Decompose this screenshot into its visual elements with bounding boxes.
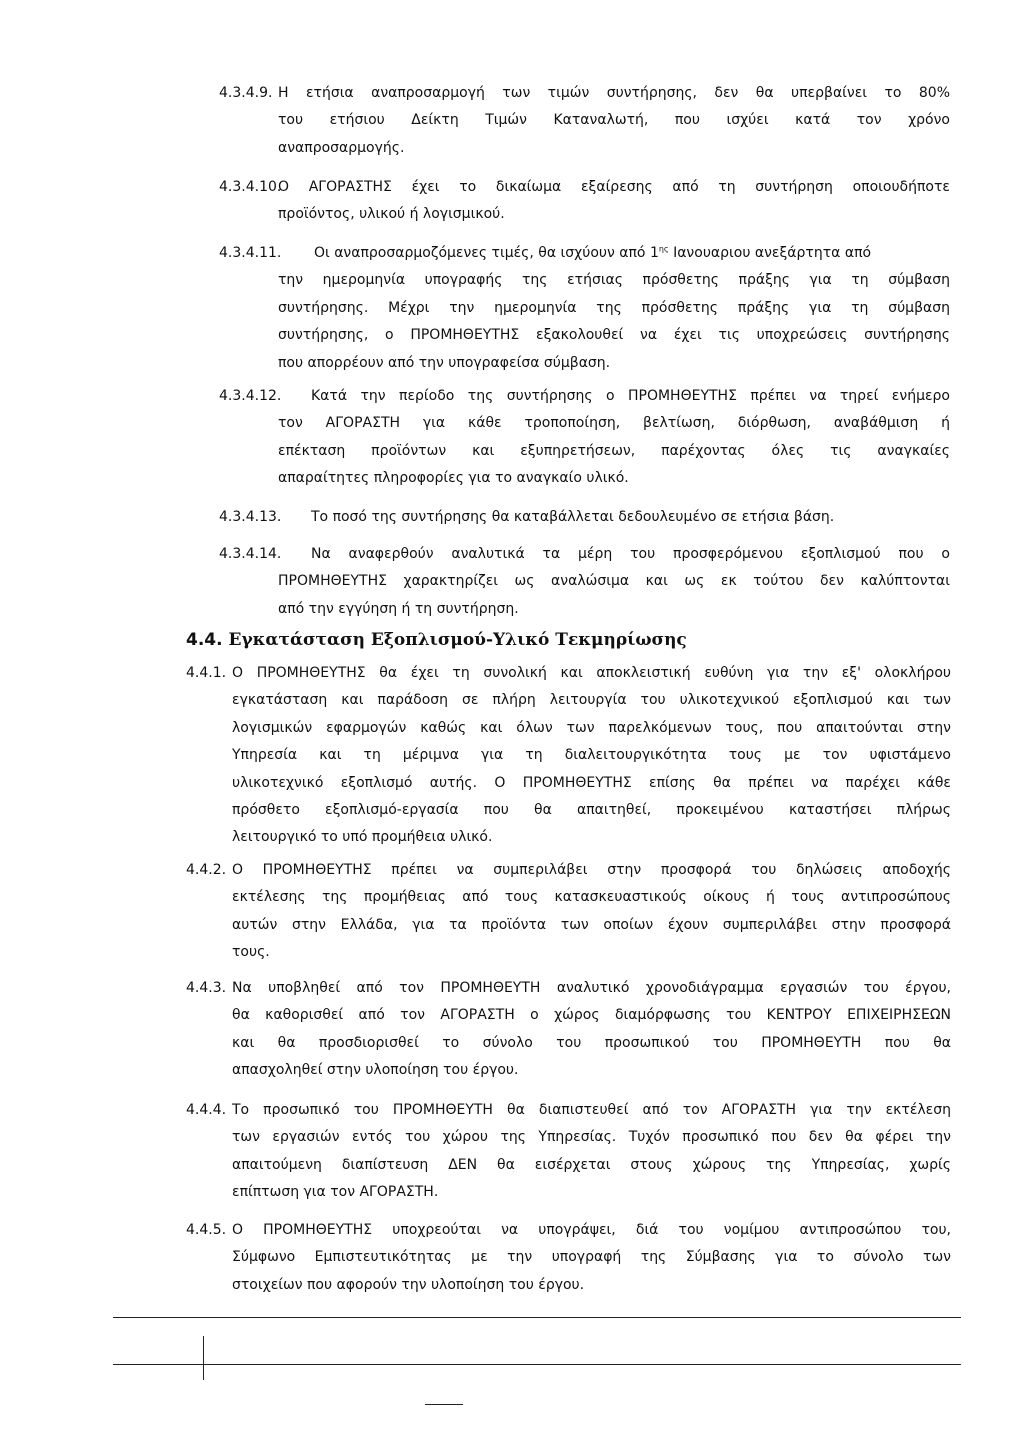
- clause-4-3-4-13: [219, 504, 950, 531]
- clause-line: και θα προσδιορισθεί το σύνολο του προσωπικού του ΠΡΟΜΗΘΕΥΤΗ που θα: [232, 1034, 951, 1051]
- clause-line: θα καθορισθεί από τον ΑΓΟΡΑΣΤΗ ο χώρος διαμόρφωσης του ΚΕΝΤΡΟΥ ΕΠΙΧΕΙΡΗΣΕΩΝ: [232, 1007, 951, 1024]
- clause-line: Να αναφερθούν αναλυτικά τα μέρη του προσφερόμενου εξοπλισμού που ο: [311, 546, 950, 562]
- clause-number: 4.4.3.: [186, 980, 227, 996]
- clause-line: υλικοτεχνικό εξοπλισμό αυτής. Ο ΠΡΟΜΗΘΕΥΤΗΣ επίσης θα πρέπει να παρέχει κάθε: [232, 774, 951, 791]
- clause-line: Ο ΠΡΟΜΗΘΕΥΤΗΣ υποχρεούται να υπογράψει, διά του νομίμου αντιπροσώπου του,: [232, 1222, 951, 1238]
- clause-line: τους.: [232, 944, 270, 961]
- section-title: Εγκατάσταση Εξοπλισμού-Υλικό Τεκμηρίωσης: [228, 630, 687, 650]
- clause-line: Υπηρεσία και τη μέριμνα για τη διαλειτουργικότητα τους με τον υφιστάμενο: [232, 747, 951, 764]
- footer-rule-middle: [113, 1364, 961, 1365]
- clause-number: 4.4.1.: [186, 665, 227, 681]
- footer-rule-top: [113, 1317, 961, 1318]
- clause-number: 4.3.4.11.: [219, 245, 282, 261]
- clause-line: λογισμικών εφαρμογών καθώς και όλων των παρελκόμενων τους, που απαιτούνται στην: [232, 719, 951, 736]
- clause-line: απασχοληθεί στην υλοποίηση του έργου.: [232, 1062, 519, 1079]
- clause-line: απαιτούμενη διαπίστευση ΔΕΝ θα εισέρχεται στους χώρους της Υπηρεσίας, χωρίς: [232, 1156, 951, 1173]
- clause-4-4-2: [186, 857, 951, 967]
- clause-line: [314, 240, 950, 267]
- ordinal-superscript: ης: [658, 244, 669, 254]
- clause-line: Κατά την περίοδο της συντήρησης ο ΠΡΟΜΗΘΕΥΤΗΣ πρέπει να τηρεί ενήμερο: [311, 388, 950, 404]
- clause-number: 4.4.4.: [186, 1102, 227, 1118]
- clause-line: επίπτωση για τον ΑΓΟΡΑΣΤΗ.: [232, 1184, 439, 1201]
- clause-line: Σύμφωνο Εμπιστευτικότητας με την υπογραφή της Σύμβασης για το σύνολο των: [232, 1249, 951, 1266]
- clause-line: ΠΡΟΜΗΘΕΥΤΗΣ χαρακτηρίζει ως αναλώσιμα και ως εκ τούτου δεν καλύπτονται: [278, 573, 950, 590]
- clause-line: Ο ΠΡΟΜΗΘΕΥΤΗΣ θα έχει τη συνολική και αποκλειστική ευθύνη για την εξ' ολοκλήρου: [232, 665, 951, 681]
- clause-4-3-4-11: [219, 240, 950, 377]
- clause-line: Η ετήσια αναπροσαρμογή των τιμών συντήρησης, δεν θα υπερβαίνει το 80%: [278, 85, 950, 101]
- clause-line: που απορρέουν από την υπογραφείσα σύμβαση.: [278, 354, 611, 371]
- clause-line: λειτουργικό το υπό προμήθεια υλικό.: [232, 829, 493, 846]
- footer-tick-mark: [203, 1336, 204, 1380]
- clause-line: απαραίτητες πληροφορίες για το αναγκαίο υλικό.: [278, 470, 629, 487]
- clause-line: από την εγγύηση ή τη συντήρηση.: [278, 600, 519, 617]
- clause-4-4-3: [186, 975, 951, 1085]
- clause-number: 4.3.4.9.: [219, 85, 273, 101]
- clause-number: 4.3.4.12.: [219, 388, 282, 404]
- clause-line-text: Οι αναπροσαρμοζόμενες τιμές, θα ισχύουν από 1: [314, 245, 659, 261]
- clause-line: Ο ΠΡΟΜΗΘΕΥΤΗΣ πρέπει να συμπεριλάβει στην προσφορά του δηλώσεις αποδοχής: [232, 862, 951, 878]
- section-number: 4.4.: [186, 630, 223, 650]
- clause-line: συντήρησης. Μέχρι την ημερομηνία της πρόσθετης πράξης για τη σύμβαση: [278, 299, 950, 316]
- clause-line: εγκατάσταση και παράδοση σε πλήρη λειτουργία του υλικοτεχνικού εξοπλισμού και των: [232, 692, 951, 709]
- clause-4-3-4-10: [219, 174, 950, 229]
- clause-4-3-4-12: [219, 383, 950, 493]
- clause-line: Ο ΑΓΟΡΑΣΤΗΣ έχει το δικαίωμα εξαίρεσης από τη συντήρηση οποιουδήποτε: [278, 179, 950, 195]
- clause-4-4-4: [186, 1097, 951, 1207]
- clause-number: 4.3.4.10.: [219, 179, 282, 195]
- clause-number: 4.3.4.14.: [219, 546, 282, 562]
- clause-line: Να υποβληθεί από τον ΠΡΟΜΗΘΕΥΤΗ αναλυτικό χρονοδιάγραμμα εργασιών του έργου,: [232, 980, 951, 996]
- clause-4-4-5: [186, 1217, 951, 1299]
- footer-rule-short: [425, 1404, 463, 1405]
- clause-line: Το ποσό της συντήρησης θα καταβάλλεται δεδουλευμένο σε ετήσια βάση.: [311, 509, 835, 525]
- clause-line: συντήρησης, ο ΠΡΟΜΗΘΕΥΤΗΣ εξακολουθεί να έχει τις υποχρεώσεις συντήρησης: [278, 327, 950, 344]
- clause-line: εκτέλεσης της προμήθειας από τους κατασκευαστικούς οίκους ή τους αντιπροσώπους: [232, 889, 951, 906]
- clause-line: αυτών στην Ελλάδα, για τα προϊόντα των οποίων έχουν συμπεριλάβει στην προσφορά: [232, 916, 951, 933]
- clause-line: επέκταση προϊόντων και εξυπηρετήσεων, παρέχοντας όλες τις αναγκαίες: [278, 442, 950, 459]
- clause-line: των εργασιών εντός του χώρου της Υπηρεσίας. Τυχόν προσωπικό που δεν θα φέρει την: [232, 1129, 951, 1146]
- section-heading: [186, 630, 687, 650]
- clause-line: Το προσωπικό του ΠΡΟΜΗΘΕΥΤΗ θα διαπιστευθεί από τον ΑΓΟΡΑΣΤΗ για την εκτέλεση: [232, 1102, 951, 1118]
- clause-4-4-1: [186, 660, 951, 852]
- clause-line: του ετήσιου Δείκτη Τιμών Καταναλωτή, που ισχύει κατά τον χρόνο: [278, 112, 950, 129]
- clause-line-text: Ιανουαριου ανεξάρτητα από: [668, 245, 872, 261]
- clause-4-3-4-14: [219, 541, 950, 623]
- clause-line: πρόσθετο εξοπλισμό-εργασία που θα απαιτηθεί, προκειμένου καταστήσει πλήρως: [232, 802, 951, 819]
- clause-4-3-4-9: [219, 80, 950, 162]
- clause-number: 4.3.4.13.: [219, 509, 282, 525]
- clause-line: προϊόντος, υλικού ή λογισμικού.: [278, 206, 505, 223]
- clause-number: 4.4.2.: [186, 862, 227, 878]
- clause-number: 4.4.5.: [186, 1222, 227, 1238]
- clause-line: αναπροσαρμογής.: [278, 139, 405, 156]
- clause-line: την ημερομηνία υπογραφής της ετήσιας πρόσθετης πράξης για τη σύμβαση: [278, 272, 950, 289]
- clause-line: τον ΑΓΟΡΑΣΤΗ για κάθε τροποποίηση, βελτίωση, διόρθωση, αναβάθμιση ή: [278, 415, 950, 432]
- clause-line: στοιχείων που αφορούν την υλοποίηση του έργου.: [232, 1276, 585, 1293]
